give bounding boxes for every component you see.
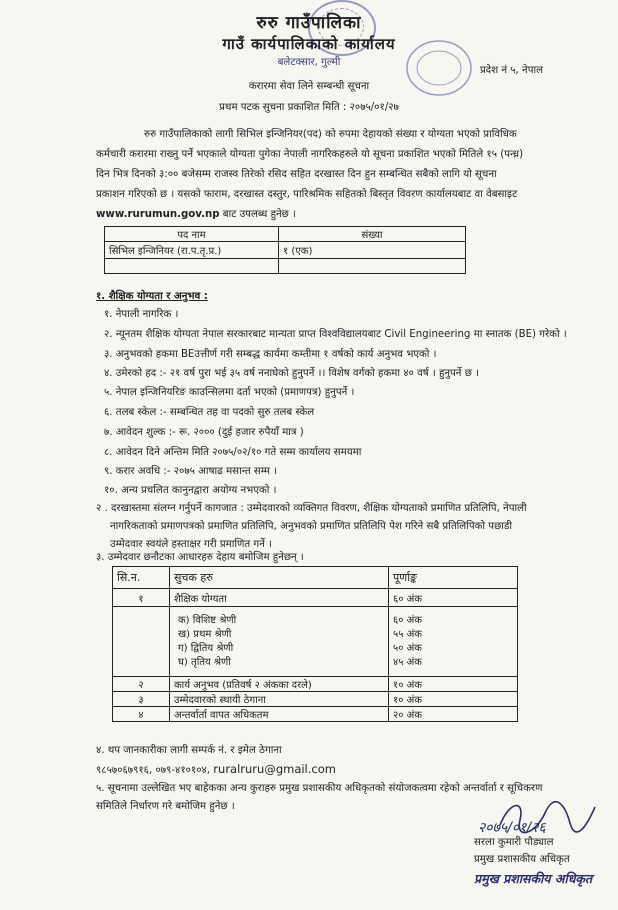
municipality-name: रुरु गाउँपालिका	[256, 13, 362, 33]
website-suffix: बाट उपलब्ध हुनेछ ।	[222, 209, 296, 220]
intro-line: प्रकाशन गरिएको छ । यसको फाराम, दरखास्त दस्तुर, पारिश्रमिक सहितको बिस्तृत विवरण कार्यालयबाट वा वेबसाइट	[96, 189, 518, 200]
section2-line: उम्मेदवार स्वयंले हस्ताक्षर गरी प्रमाणित गर्ने ।	[110, 539, 272, 550]
publish-date: प्रथम पटक सुचना प्रकाशित मिति : २०७५/०१/२७	[219, 102, 399, 113]
province-label: प्रदेश नं ५, नेपाल	[480, 65, 544, 76]
sub-grade-label: घ) तृतिय श्रेणी	[178, 656, 231, 668]
criteria-marks: २० अंक	[389, 707, 518, 722]
criteria-sub-marks	[389, 607, 518, 677]
intro-line: कर्मचारी करारमा राख्नु पर्ने भएकाले योग्यता पुगेका नेपाली नागरिकहरुले यो सूचना प्रकाशित भएको मितिले १५ (पन्ध्र)	[96, 149, 524, 160]
criteria-label: शैक्षिक योग्यता	[170, 589, 389, 607]
criteria-header-sn: सि.न.	[113, 567, 170, 589]
website-link[interactable]: www.rurumun.gov.np	[96, 209, 220, 220]
designation-stamp: प्रमुख प्रशासकीय अधिकृत	[474, 871, 593, 886]
criteria-marks: १० अंक	[389, 677, 518, 692]
section2-line: नागरिकताको प्रमाणपत्रको प्रमाणित प्रतिलिपि, अनुभवको प्रमाणित प्रतिलिपि पेश गरिने सबै प्रतिलिपिको पछाडी	[110, 521, 512, 532]
office-name: गाउँ कार्यपालिकाको कार्यालय	[222, 35, 396, 53]
intro-line: दिन भित्र दिनको ३:०० बजेसम्म राजस्व तिरेको रसिद सहित दरखास्त दिन हुन सम्बन्धित सबैको लागि यो सूचना	[96, 169, 497, 180]
sub-grade-label: ख) प्रथम श्रेणी	[178, 628, 232, 640]
post-header-count: संख्या	[279, 227, 466, 242]
criteria-sn: ३	[113, 692, 170, 707]
empty-cell	[279, 259, 466, 274]
sub-grade-marks: ६० अंक	[393, 614, 422, 626]
criteria-header-marks: पूर्णाङ्क	[389, 567, 518, 589]
criteria-marks: १० अंक	[389, 692, 518, 707]
criteria-marks: ६० अंक	[389, 589, 518, 607]
criteria-label: अन्तर्वार्ता वापत अधिकतम	[170, 707, 389, 722]
section3-title: ३. उम्मेदवार छनौटका आधारहरु देहाय बमोजिम हुनेछन् ।	[96, 552, 304, 563]
section2-line: २ . दरखास्तमा संलग्न गर्नुपर्ने कागजात : उम्मेदवारको व्यक्तिगत विवरण, शैक्षिक योग्यताको प्रमाणित प्रतिलिपि, नेपाली	[96, 503, 527, 514]
sub-grade-label: ग) द्वितिय श्रेणी	[178, 642, 234, 654]
notice-title: करारमा सेवा लिने सम्बन्धी सूचना	[248, 81, 370, 92]
requirement-item: १०. अन्य प्रचलित कानुनद्वारा अयोग्य नभएको ।	[104, 485, 277, 496]
section5-line: समितिले निर्धारण गरे बमोजिम हुनेछ ।	[96, 801, 235, 812]
contact-email[interactable]: ruralruru@gmail.com	[213, 762, 336, 776]
criteria-sn	[113, 607, 170, 677]
requirement-item: ७. आवेदन शुल्क :- रू. २००० (दुई हजार रुपैयाँ मात्र )	[104, 427, 304, 438]
post-table	[104, 226, 466, 274]
requirement-item: ३. अनुभवको हकमा BEउत्तीर्ण गरी सम्बद्ध कार्यमा कम्तीमा १ वर्षको कार्य अनुभव भएको ।	[104, 349, 437, 360]
intro-line: रुरु गाउँपालिकाको लागी सिभिल इन्जिनियर(पद) को रुपमा देहायको संख्या र योग्यता भएको प्राविधिक	[144, 129, 517, 140]
requirement-item: १. नेपाली नागरिक ।	[104, 309, 179, 320]
criteria-label: कार्य अनुभव (प्रतिवर्ष २ अंकका दरले)	[170, 677, 389, 692]
empty-cell	[105, 259, 279, 274]
post-header-name: पद नाम	[105, 227, 279, 242]
sub-grade-marks: ४५ अंक	[393, 656, 422, 668]
criteria-sub-list	[170, 607, 389, 677]
post-name-cell: सिभिल इन्जिनियर (रा.प.तृ.प्र.)	[105, 242, 279, 259]
contact-phones: ९८५७०६७९१६, ०७९-४१०१०४,	[96, 765, 211, 776]
section4-title: ४. थप जानकारीका लागी सम्पर्क नं. र इमेल ठेगाना	[96, 745, 282, 756]
sub-grade-label: क) विशिष्ट श्रेणी	[178, 614, 237, 626]
office-address: बलेटक्सार, गुल्मी	[277, 57, 341, 68]
signatory-name: सरला कुमारी पौड्याल	[474, 837, 554, 848]
sub-grade-marks: ५५ अंक	[393, 628, 422, 640]
signature-date: २०७५/०१/२६	[478, 820, 546, 836]
requirement-item: २. न्यूनतम शैक्षिक योग्यता नेपाल सरकारबाट मान्यता प्राप्त विश्वविद्यालयबाट Civil Engineering मा स्नातक (BE) गरेको ।	[104, 329, 567, 340]
criteria-sn: २	[113, 677, 170, 692]
signatory-designation: प्रमुख प्रशासकीय अधिकृत	[474, 854, 570, 865]
selection-criteria-table	[112, 566, 518, 722]
sub-grade-marks: ५० अंक	[393, 642, 422, 654]
requirement-item: ५. नेपाल इन्जिनियरिङ काउन्सिलमा दर्ता भएको (प्रमाणपत्र) हुनुपर्ने ।	[104, 387, 355, 398]
section5-line: ५. सूचनामा उल्लेखित भए बाहेकका अन्य कुराहरु प्रमुख प्रशासकीय अधिकृतको संयोजकत्वमा रहेको अन्तर्वार्ता र सूचिकरण	[96, 783, 543, 794]
requirement-item: ६. तलब स्केल :- सम्बन्धित तह वा पदको सुरु तलब स्केल	[104, 407, 315, 418]
requirement-item: ८. आवेदन दिने अन्तिम मिति २०७५/०२/१० गते सम्म कार्यालय समयमा	[104, 447, 362, 458]
criteria-header-indicator: सुचक हरु	[170, 567, 389, 589]
criteria-sn: १	[113, 589, 170, 607]
post-count-cell: १ (एक)	[279, 242, 466, 259]
criteria-label: उम्मेदवारको स्थायी ठेगाना	[170, 692, 389, 707]
section1-title: १. शैक्षिक योग्यता र अनुभव :	[96, 291, 208, 302]
criteria-sn: ४	[113, 707, 170, 722]
requirement-item: ४. उमेरको हद :- २१ वर्ष पुरा भई ३५ वर्ष ननाघेको हुनुपर्ने ।। विशेष वर्गको हकमा ४० वर्ष । हुनुपर्ने छ ।	[104, 368, 479, 379]
requirement-item: ९. करार अवधि :- २०७५ आषाढ मसान्त सम्म ।	[104, 466, 278, 477]
